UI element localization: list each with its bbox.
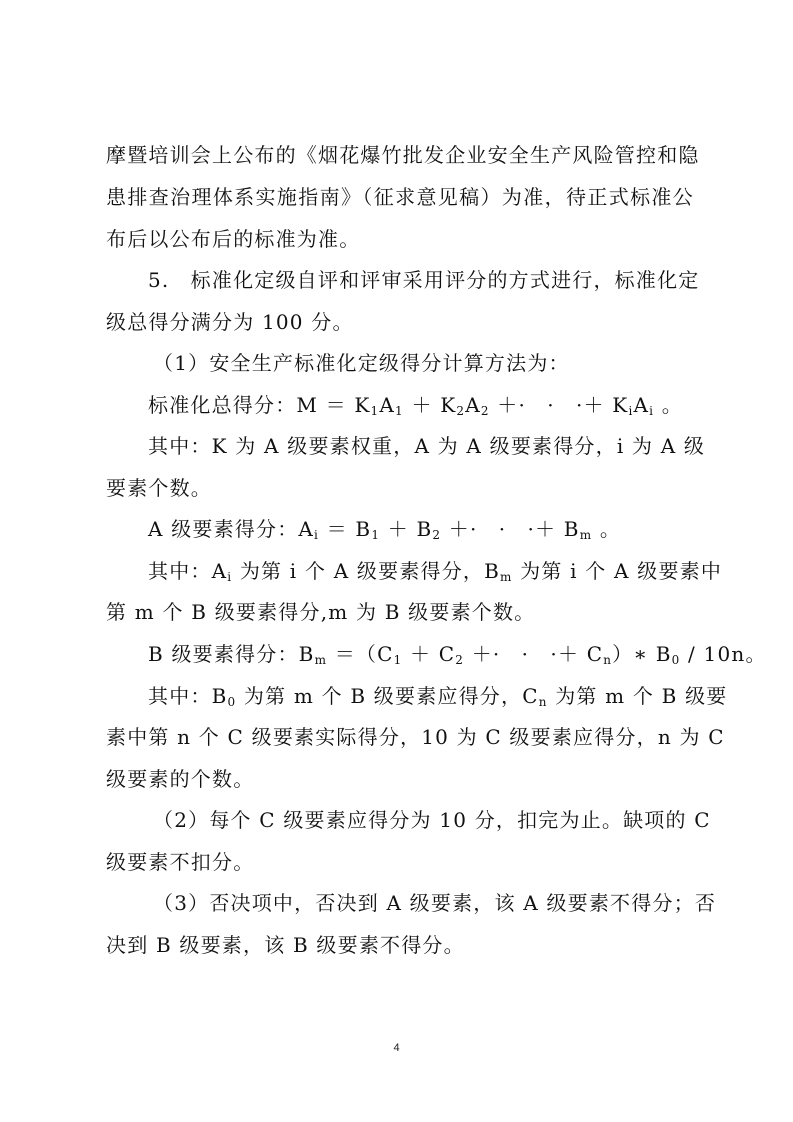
paragraph-line: 第 m 个 B 级要素得分,m 为 B 级要素个数。: [106, 600, 536, 624]
paragraph-line: （2）每个 C 级要素应得分为 10 分，扣完为止。缺项的 C: [153, 808, 711, 832]
formula-b-level: B 级要素得分：$B_m =(C_1 + C_2$ ＋· · ·＋ $C_n)∗$ $B_0 / 10n$。: [148, 642, 767, 667]
note-b-level: 其中：$B_0$ 为第 m 个 B 级要素应得分，$C_n$ 为第 m 个 B 级要: [148, 684, 728, 709]
page-number: 4: [393, 1042, 400, 1054]
paragraph-line: 布后以公布后的标准为准。: [106, 227, 361, 251]
paragraph-line: 素中第 n 个 C 级要素实际得分，10 为 C 级要素应得分，n 为 C: [106, 725, 725, 749]
paragraph-line: （1）安全生产标准化定级得分计算方法为：: [153, 351, 570, 375]
paragraph-line: 其中：K 为 A 级要素权重，A 为 A 级要素得分，i 为 A 级: [148, 434, 706, 458]
formula-total: 标准化总得分：$M = K_1A_1 + K_2A_2$ ＋· · ·＋ $K_iA_i$ 。: [148, 393, 683, 418]
paragraph-line: （3）否决项中，否决到 A 级要素，该 A 级要素不得分；否: [153, 891, 717, 915]
paragraph-line: 患排查治理体系实施指南》（征求意见稿）为准，待正式标准公: [106, 185, 694, 209]
paragraph-line: 决到 B 级要素，该 B 级要素不得分。: [106, 933, 465, 957]
paragraph-line: 级总得分满分为 100 分。: [106, 310, 354, 334]
paragraph-line: 级要素不扣分。: [106, 850, 255, 874]
paragraph-line: 摩暨培训会上公布的《烟花爆竹批发企业安全生产风险管控和隐: [106, 143, 700, 167]
paragraph-line: 要素个数。: [106, 476, 212, 500]
paragraph-line: 5. 标准化定级自评和评审采用评分的方式进行，标准化定: [148, 268, 700, 292]
paragraph-line: 级要素的个数。: [106, 767, 255, 791]
note-a-level: 其中：$A_i$ 为第 i 个 A 级要素得分，$B_m$ 为第 i 个 A 级要素中: [148, 559, 723, 584]
formula-a-level: A 级要素得分：$A_i = B_1 + B_2$ ＋· · ·＋ $B_m$ 。: [148, 517, 622, 542]
